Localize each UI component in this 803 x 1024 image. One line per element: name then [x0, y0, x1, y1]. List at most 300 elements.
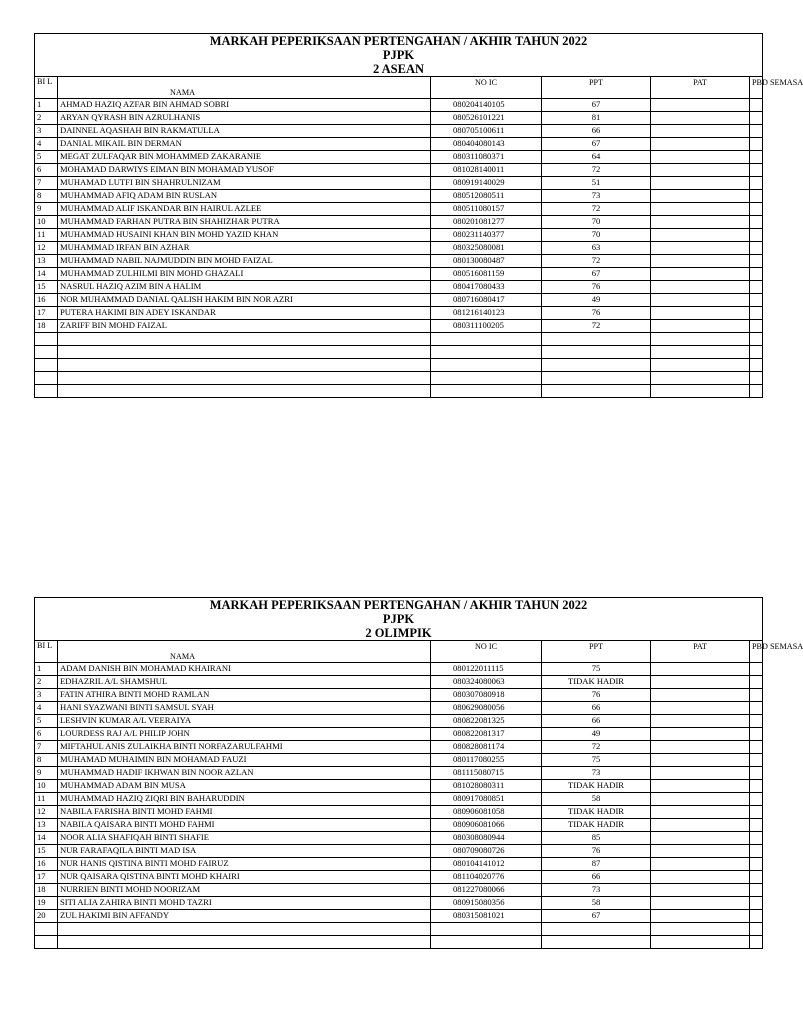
row-no-ic: 080308080944 [431, 832, 542, 845]
empty-cell [651, 936, 750, 949]
row-nama: FATIN ATHIRA BINTI MOHD RAMLAN [58, 689, 431, 702]
row-no-ic: 080325080081 [431, 242, 542, 255]
row-pat [651, 242, 750, 255]
empty-row [35, 359, 762, 372]
row-pbd-semasa [750, 125, 763, 138]
row-no-ic: 080512080511 [431, 190, 542, 203]
row-pat [651, 112, 750, 125]
row-no-ic: 080417080433 [431, 281, 542, 294]
empty-cell [35, 923, 58, 936]
table-row [35, 871, 762, 884]
row-no-ic: 080919140029 [431, 177, 542, 190]
table-row [35, 320, 762, 333]
sheet-title: MARKAH PEPERIKSAAN PERTENGAHAN / AKHIR TAHUN 2022 [209, 598, 588, 612]
row-bil: 12 [35, 242, 58, 255]
row-nama: MUHAMMAD HUSAINI KHAN BIN MOHD YAZID KHAN [58, 229, 431, 242]
row-bil: 12 [35, 806, 58, 819]
row-pat [651, 320, 750, 333]
row-no-ic: 081115080715 [431, 767, 542, 780]
row-no-ic: 080906081066 [431, 819, 542, 832]
row-pat [651, 741, 750, 754]
row-pat [651, 151, 750, 164]
row-bil: 3 [35, 689, 58, 702]
row-bil: 6 [35, 728, 58, 741]
row-pat [651, 99, 750, 112]
row-nama: MUHAMMAD HADIF IKHWAN BIN NOOR AZLAN [58, 767, 431, 780]
row-pbd-semasa [750, 190, 763, 203]
header-ppt: PPT [542, 641, 651, 663]
row-ppt: 49 [542, 728, 651, 741]
row-bil: 5 [35, 715, 58, 728]
row-bil: 6 [35, 164, 58, 177]
row-pat [651, 754, 750, 767]
row-ppt: 67 [542, 910, 651, 923]
row-bil: 2 [35, 112, 58, 125]
row-nama: NABILA FARISHA BINTI MOHD FAHMI [58, 806, 431, 819]
row-no-ic: 080104141012 [431, 858, 542, 871]
row-pat [651, 190, 750, 203]
table-row [35, 268, 762, 281]
empty-cell [651, 385, 750, 398]
row-ppt: 66 [542, 715, 651, 728]
header-bil: BI L [35, 77, 58, 99]
row-pbd-semasa [750, 741, 763, 754]
row-pat [651, 177, 750, 190]
empty-cell [431, 385, 542, 398]
row-ppt: 72 [542, 203, 651, 216]
row-pbd-semasa [750, 164, 763, 177]
empty-cell [35, 936, 58, 949]
row-no-ic: 080315081021 [431, 910, 542, 923]
row-nama: PUTERA HAKIMI BIN ADEY ISKANDAR [58, 307, 431, 320]
empty-cell [750, 346, 763, 359]
table-row [35, 216, 762, 229]
row-nama: DAINNEL AQASHAH BIN RAKMATULLA [58, 125, 431, 138]
row-bil: 15 [35, 845, 58, 858]
row-ppt: 76 [542, 689, 651, 702]
row-nama: NUR HANIS QISTINA BINTI MOHD FAIRUZ [58, 858, 431, 871]
row-pbd-semasa [750, 858, 763, 871]
row-pat [651, 125, 750, 138]
sheet-header [35, 34, 762, 76]
row-bil: 18 [35, 320, 58, 333]
table-row [35, 910, 762, 923]
row-pbd-semasa [750, 728, 763, 741]
row-nama: ZUL HAKIMI BIN AFFANDY [58, 910, 431, 923]
row-ppt: 67 [542, 268, 651, 281]
row-pbd-semasa [750, 767, 763, 780]
row-bil: 16 [35, 858, 58, 871]
table-row [35, 112, 762, 125]
row-ppt: 73 [542, 884, 651, 897]
empty-cell [58, 359, 431, 372]
table-row [35, 177, 762, 190]
row-bil: 16 [35, 294, 58, 307]
table-row [35, 663, 762, 676]
table-row [35, 793, 762, 806]
table-row [35, 203, 762, 216]
header-nama: NAMA [58, 641, 431, 663]
table-body [35, 99, 762, 398]
row-pat [651, 793, 750, 806]
row-ppt: 66 [542, 125, 651, 138]
table-row [35, 741, 762, 754]
row-no-ic: 080311100205 [431, 320, 542, 333]
row-bil: 7 [35, 177, 58, 190]
empty-row [35, 333, 762, 346]
row-ppt: 72 [542, 741, 651, 754]
empty-cell [651, 359, 750, 372]
row-ppt: 67 [542, 99, 651, 112]
row-bil: 13 [35, 255, 58, 268]
row-pat [651, 689, 750, 702]
table-row [35, 689, 762, 702]
sheet-subject: PJPK [382, 612, 415, 626]
table-row [35, 897, 762, 910]
row-nama: NURRIEN BINTI MOHD NOORIZAM [58, 884, 431, 897]
row-no-ic: 080324080063 [431, 676, 542, 689]
row-ppt: TIDAK HADIR [542, 676, 651, 689]
row-no-ic: 080204140105 [431, 99, 542, 112]
empty-cell [542, 372, 651, 385]
empty-cell [542, 385, 651, 398]
sheet-title: MARKAH PEPERIKSAAN PERTENGAHAN / AKHIR TAHUN 2022 [209, 34, 588, 48]
row-pat [651, 845, 750, 858]
row-ppt: TIDAK HADIR [542, 819, 651, 832]
row-ppt: 72 [542, 320, 651, 333]
row-pat [651, 780, 750, 793]
table-row [35, 138, 762, 151]
row-nama: MUHAMMAD FARHAN PUTRA BIN SHAHIZHAR PUTRA [58, 216, 431, 229]
header-pbd-semasa: PBD SEMASA [750, 641, 763, 663]
row-pat [651, 728, 750, 741]
empty-row [35, 936, 762, 949]
row-pbd-semasa [750, 99, 763, 112]
row-nama: ADAM DANISH BIN MOHAMAD KHAIRANI [58, 663, 431, 676]
row-bil: 15 [35, 281, 58, 294]
row-pat [651, 832, 750, 845]
row-pbd-semasa [750, 177, 763, 190]
row-nama: MUHAMMAD AFIQ ADAM BIN RUSLAN [58, 190, 431, 203]
row-nama: MUHAMMAD ZULHILMI BIN MOHD GHAZALI [58, 268, 431, 281]
empty-cell [431, 936, 542, 949]
row-ppt: 67 [542, 138, 651, 151]
row-pat [651, 767, 750, 780]
empty-cell [35, 372, 58, 385]
empty-cell [651, 333, 750, 346]
header-no-ic: NO IC [431, 77, 542, 99]
row-pat [651, 203, 750, 216]
row-pat [651, 676, 750, 689]
empty-row [35, 372, 762, 385]
table-header-row [35, 641, 762, 663]
row-pbd-semasa [750, 910, 763, 923]
row-pbd-semasa [750, 780, 763, 793]
empty-cell [58, 936, 431, 949]
row-nama: MUHAMMAD NABIL NAJMUDDIN BIN MOHD FAIZAL [58, 255, 431, 268]
row-pbd-semasa [750, 819, 763, 832]
empty-cell [542, 359, 651, 372]
row-bil: 11 [35, 229, 58, 242]
empty-cell [58, 346, 431, 359]
sheet-header [35, 598, 762, 640]
table-row [35, 676, 762, 689]
row-pbd-semasa [750, 832, 763, 845]
row-pat [651, 255, 750, 268]
row-pbd-semasa [750, 151, 763, 164]
row-no-ic: 080117080255 [431, 754, 542, 767]
row-pat [651, 858, 750, 871]
row-nama: AHMAD HAZIQ AZFAR BIN AHMAD SOBRI [58, 99, 431, 112]
row-ppt: 85 [542, 832, 651, 845]
empty-cell [431, 923, 542, 936]
row-pat [651, 702, 750, 715]
row-nama: MUHAMAD MUHAIMIN BIN MOHAMAD FAUZI [58, 754, 431, 767]
empty-cell [431, 372, 542, 385]
empty-cell [542, 346, 651, 359]
row-pbd-semasa [750, 754, 763, 767]
table-row [35, 255, 762, 268]
row-pbd-semasa [750, 229, 763, 242]
row-ppt: 76 [542, 845, 651, 858]
row-bil: 10 [35, 780, 58, 793]
row-pbd-semasa [750, 663, 763, 676]
row-no-ic: 081227080066 [431, 884, 542, 897]
row-nama: MUHAMMAD ALIF ISKANDAR BIN HAIRUL AZLEE [58, 203, 431, 216]
empty-cell [651, 372, 750, 385]
empty-cell [542, 923, 651, 936]
row-no-ic: 080915080356 [431, 897, 542, 910]
table-row [35, 819, 762, 832]
row-ppt: 72 [542, 164, 651, 177]
row-ppt: 66 [542, 702, 651, 715]
row-ppt: 58 [542, 793, 651, 806]
row-pbd-semasa [750, 268, 763, 281]
header-bil: BI L [35, 641, 58, 663]
row-nama: NOOR ALIA SHAFIQAH BINTI SHAFIE [58, 832, 431, 845]
row-pbd-semasa [750, 897, 763, 910]
row-bil: 4 [35, 138, 58, 151]
empty-cell [651, 923, 750, 936]
empty-cell [58, 372, 431, 385]
table-row [35, 845, 762, 858]
row-bil: 3 [35, 125, 58, 138]
row-pat [651, 268, 750, 281]
row-nama: ARYAN QYRASH BIN AZRULHANIS [58, 112, 431, 125]
row-no-ic: 080311080371 [431, 151, 542, 164]
empty-cell [542, 936, 651, 949]
row-bil: 14 [35, 832, 58, 845]
row-ppt: 66 [542, 871, 651, 884]
row-no-ic: 080709080726 [431, 845, 542, 858]
sheet-class: 2 ASEAN [372, 62, 425, 76]
row-nama: MUHAMMAD IRFAN BIN AZHAR [58, 242, 431, 255]
row-pat [651, 910, 750, 923]
row-no-ic: 081104020776 [431, 871, 542, 884]
sheet-class: 2 OLIMPIK [365, 626, 432, 640]
row-pat [651, 884, 750, 897]
header-no-ic: NO IC [431, 641, 542, 663]
empty-cell [35, 385, 58, 398]
table-row [35, 307, 762, 320]
row-nama: MOHAMAD DARWIYS EIMAN BIN MOHAMAD YUSOF [58, 164, 431, 177]
table-body [35, 663, 762, 949]
empty-row [35, 346, 762, 359]
row-pbd-semasa [750, 806, 763, 819]
row-nama: NABILA QAISARA BINTI MOHD FAHMI [58, 819, 431, 832]
row-pat [651, 663, 750, 676]
row-pbd-semasa [750, 793, 763, 806]
table-header-row [35, 77, 762, 99]
table-row [35, 780, 762, 793]
table-row [35, 754, 762, 767]
empty-cell [431, 333, 542, 346]
row-pbd-semasa [750, 320, 763, 333]
table-row [35, 190, 762, 203]
row-ppt: 72 [542, 255, 651, 268]
row-pbd-semasa [750, 216, 763, 229]
table-row [35, 806, 762, 819]
row-pat [651, 138, 750, 151]
table-row [35, 125, 762, 138]
row-pbd-semasa [750, 845, 763, 858]
row-no-ic: 080231140377 [431, 229, 542, 242]
row-bil: 2 [35, 676, 58, 689]
row-no-ic: 080130080487 [431, 255, 542, 268]
empty-cell [58, 385, 431, 398]
row-ppt: 73 [542, 190, 651, 203]
row-nama: LESHVIN KUMAR A/L VEERAIYA [58, 715, 431, 728]
row-bil: 4 [35, 702, 58, 715]
row-bil: 9 [35, 203, 58, 216]
row-pat [651, 229, 750, 242]
row-bil: 20 [35, 910, 58, 923]
empty-cell [35, 359, 58, 372]
row-nama: NASRUL HAZIQ AZIM BIN A HALIM [58, 281, 431, 294]
row-ppt: 73 [542, 767, 651, 780]
empty-cell [35, 333, 58, 346]
row-ppt: 49 [542, 294, 651, 307]
row-ppt: TIDAK HADIR [542, 780, 651, 793]
row-bil: 19 [35, 897, 58, 910]
row-pbd-semasa [750, 884, 763, 897]
table-row [35, 294, 762, 307]
empty-cell [750, 385, 763, 398]
empty-cell [651, 346, 750, 359]
row-pat [651, 819, 750, 832]
row-nama: MUHAMAD LUTFI BIN SHAHRULNIZAM [58, 177, 431, 190]
row-nama: ZARIFF BIN MOHD FAIZAL [58, 320, 431, 333]
row-pbd-semasa [750, 242, 763, 255]
row-nama: DANIAL MIKAIL BIN DERMAN [58, 138, 431, 151]
row-bil: 13 [35, 819, 58, 832]
empty-cell [542, 333, 651, 346]
empty-row [35, 923, 762, 936]
row-pat [651, 871, 750, 884]
table-row [35, 281, 762, 294]
row-bil: 8 [35, 190, 58, 203]
row-nama: EDHAZRIL A/L SHAMSHUL [58, 676, 431, 689]
row-bil: 18 [35, 884, 58, 897]
row-nama: MEGAT ZULFAQAR BIN MOHAMMED ZAKARANIE [58, 151, 431, 164]
table-row [35, 767, 762, 780]
row-bil: 17 [35, 307, 58, 320]
table-row [35, 151, 762, 164]
row-nama: HANI SYAZWANI BINTI SAMSUL SYAH [58, 702, 431, 715]
row-bil: 10 [35, 216, 58, 229]
row-no-ic: 080511080157 [431, 203, 542, 216]
row-ppt: TIDAK HADIR [542, 806, 651, 819]
row-pat [651, 715, 750, 728]
row-no-ic: 080201081277 [431, 216, 542, 229]
empty-cell [750, 333, 763, 346]
row-pat [651, 164, 750, 177]
table-row [35, 99, 762, 112]
table-row [35, 715, 762, 728]
row-no-ic: 081028140011 [431, 164, 542, 177]
row-ppt: 63 [542, 242, 651, 255]
row-bil: 1 [35, 99, 58, 112]
header-nama: NAMA [58, 77, 431, 99]
row-no-ic: 080629080056 [431, 702, 542, 715]
table-row [35, 229, 762, 242]
row-bil: 8 [35, 754, 58, 767]
row-ppt: 51 [542, 177, 651, 190]
marks-sheet-2-olimpik [34, 597, 803, 949]
row-pbd-semasa [750, 294, 763, 307]
row-pbd-semasa [750, 138, 763, 151]
row-no-ic: 081028080311 [431, 780, 542, 793]
row-ppt: 70 [542, 229, 651, 242]
row-no-ic: 080822081325 [431, 715, 542, 728]
row-ppt: 76 [542, 281, 651, 294]
header-pat: PAT [651, 77, 750, 99]
row-no-ic: 080917080851 [431, 793, 542, 806]
table-row [35, 164, 762, 177]
row-no-ic: 080307080918 [431, 689, 542, 702]
row-pat [651, 806, 750, 819]
table-row [35, 832, 762, 845]
row-pbd-semasa [750, 702, 763, 715]
row-ppt: 75 [542, 663, 651, 676]
table-row [35, 858, 762, 871]
empty-cell [35, 346, 58, 359]
row-no-ic: 080526101221 [431, 112, 542, 125]
row-no-ic: 080828081174 [431, 741, 542, 754]
sheet-subject: PJPK [382, 48, 415, 62]
empty-cell [431, 346, 542, 359]
row-nama: MUHAMMAD ADAM BIN MUSA [58, 780, 431, 793]
row-bil: 5 [35, 151, 58, 164]
table-row [35, 884, 762, 897]
row-pat [651, 307, 750, 320]
row-ppt: 81 [542, 112, 651, 125]
empty-cell [431, 359, 542, 372]
row-no-ic: 080822081317 [431, 728, 542, 741]
row-nama: LOURDESS RAJ A/L PHILIP JOHN [58, 728, 431, 741]
row-no-ic: 080906081058 [431, 806, 542, 819]
header-ppt: PPT [542, 77, 651, 99]
row-pbd-semasa [750, 112, 763, 125]
row-ppt: 87 [542, 858, 651, 871]
row-nama: MIFTAHUL ANIS ZULAIKHA BINTI NORFAZARULFAHMI [58, 741, 431, 754]
table-row [35, 728, 762, 741]
header-pbd-semasa: PBD SEMASA [750, 77, 763, 99]
table-row [35, 242, 762, 255]
marks-table [35, 76, 803, 397]
row-bil: 7 [35, 741, 58, 754]
row-pbd-semasa [750, 307, 763, 320]
